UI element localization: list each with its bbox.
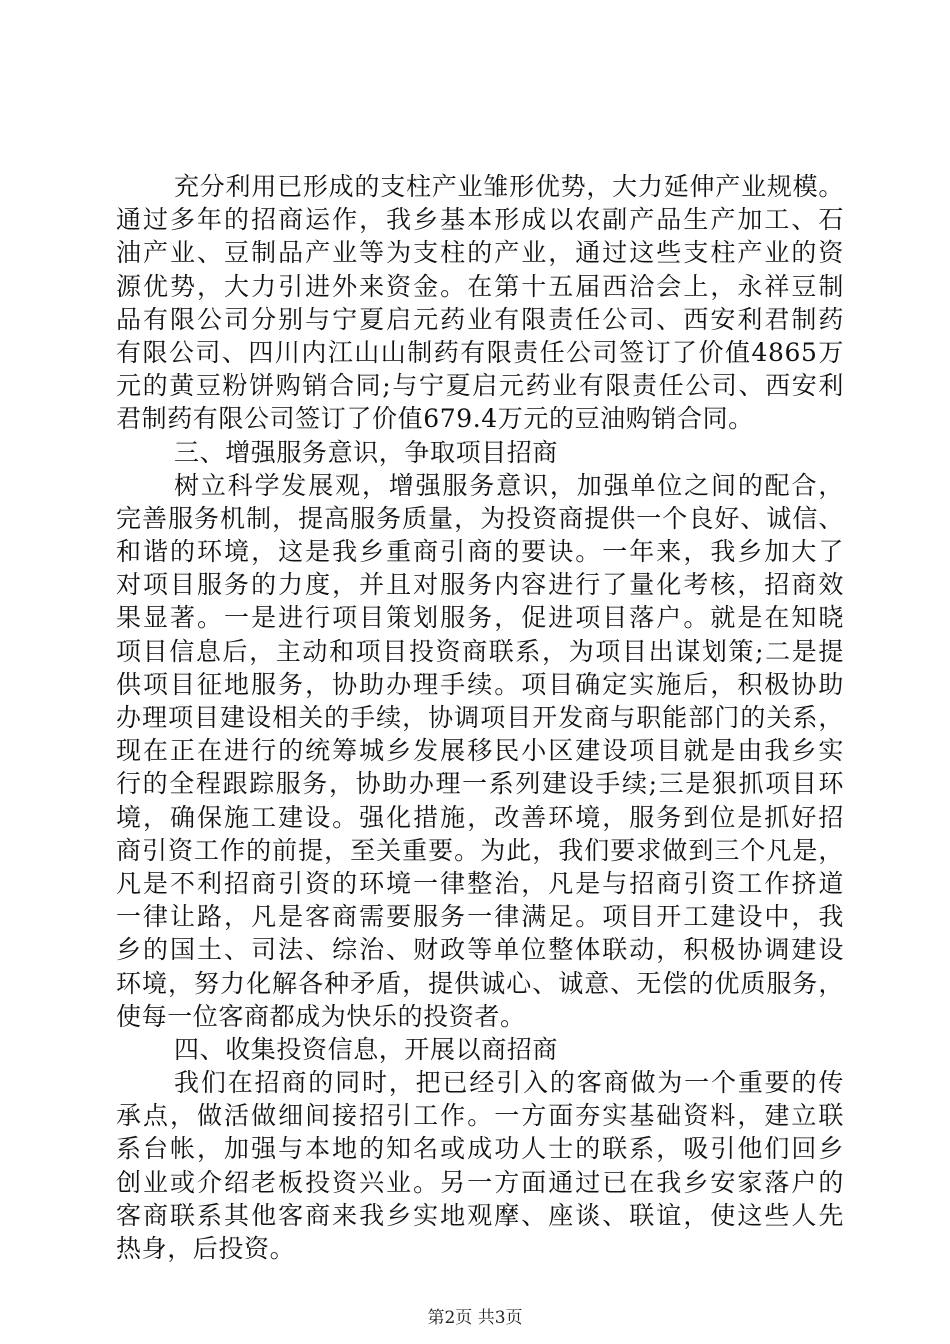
- section-heading: [116, 1033, 844, 1066]
- text-line: 通过多年的招商运作，我乡基本形成以农副产品生产加工、石: [116, 205, 844, 235]
- text-line: 现在正在进行的统筹城乡发展移民小区建设项目就是由我乡实: [116, 736, 844, 766]
- text-line: 办理项目建设相关的手续，协调项目开发商与职能部门的关系，: [116, 703, 844, 732]
- text-line: 元的黄豆粉饼购销合同;与宁夏启元药业有限责任公司、西安利: [116, 371, 844, 401]
- text-line: 热身，后投资。: [116, 1234, 296, 1263]
- page-footer: [0, 1303, 950, 1328]
- text-line: 源优势，大力引进外来资金。在第十五届西洽会上，永祥豆制: [116, 271, 844, 301]
- text-line: 有限公司、四川内江山山制药有限责任公司签订了价值4865万: [116, 337, 844, 367]
- text-line: 承点，做活做细间接招引工作。一方面夯实基础资料，建立联: [116, 1101, 844, 1131]
- text-line: 三、增强服务意识，争取项目招商: [174, 437, 559, 467]
- text-line: 和谐的环境，这是我乡重商引商的要诀。一年来，我乡加大了: [116, 537, 844, 567]
- text-line: 品有限公司分别与宁夏启元药业有限责任公司、西安利君制药: [116, 304, 844, 334]
- text-line: 凡是不利招商引资的环境一律整治，凡是与招商引资工作挤道: [116, 868, 844, 898]
- text-line: 我们在招商的同时，把已经引入的客商做为一个重要的传: [174, 1068, 844, 1098]
- paragraph: [116, 1066, 844, 1265]
- text-line: 树立科学发展观，增强服务意识，加强单位之间的配合，: [174, 470, 844, 500]
- text-line: 乡的国土、司法、综治、财政等单位整体联动，积极协调建设: [116, 935, 844, 965]
- document-body: [116, 170, 844, 1265]
- paragraph: [116, 170, 844, 436]
- text-line: 行的全程跟踪服务，协助办理一系列建设手续;三是狠抓项目环: [116, 769, 844, 799]
- text-line: 对项目服务的力度，并且对服务内容进行了量化考核，招商效: [116, 570, 844, 600]
- text-line: 君制药有限公司签订了价值679.4万元的豆油购销合同。: [116, 404, 754, 434]
- text-line: 环境，努力化解各种矛盾，提供诚心、诚意、无偿的优质服务，: [116, 968, 844, 998]
- text-line: 使每一位客商都成为快乐的投资者。: [116, 1001, 526, 1031]
- paragraph: [116, 469, 844, 1033]
- section-heading: [116, 436, 844, 469]
- text-line: 油产业、豆制品产业等为支柱的产业，通过这些支柱产业的资: [116, 238, 844, 268]
- text-line: 境，确保施工建设。强化措施，改善环境，服务到位是抓好招: [116, 802, 844, 832]
- text-line: 系台帐，加强与本地的知名或成功人士的联系，吸引他们回乡: [116, 1134, 844, 1164]
- text-line: 供项目征地服务，协助办理手续。项目确定实施后，积极协助: [116, 669, 844, 699]
- text-line: 充分利用已形成的支柱产业雏形优势，大力延伸产业规模。: [174, 172, 844, 201]
- text-line: 客商联系其他客商来我乡实地观摩、座谈、联谊，使这些人先: [116, 1200, 844, 1230]
- text-line: 四、收集投资信息，开展以商招商: [174, 1034, 559, 1064]
- text-line: 创业或介绍老板投资兴业。另一方面通过已在我乡安家落户的: [116, 1167, 844, 1197]
- text-line: 项目信息后，主动和项目投资商联系，为项目出谋划策;二是提: [116, 636, 844, 666]
- text-line: 一律让路，凡是客商需要服务一律满足。项目开工建设中，我: [116, 902, 844, 932]
- text-line: 完善服务机制，提高服务质量，为投资商提供一个良好、诚信、: [116, 503, 844, 533]
- text-line: 果显著。一是进行项目策划服务，促进项目落户。就是在知晓: [116, 603, 844, 633]
- page-number-label: 第2页 共3页: [427, 1308, 523, 1328]
- text-line: 商引资工作的前提，至关重要。为此，我们要求做到三个凡是，: [116, 835, 844, 865]
